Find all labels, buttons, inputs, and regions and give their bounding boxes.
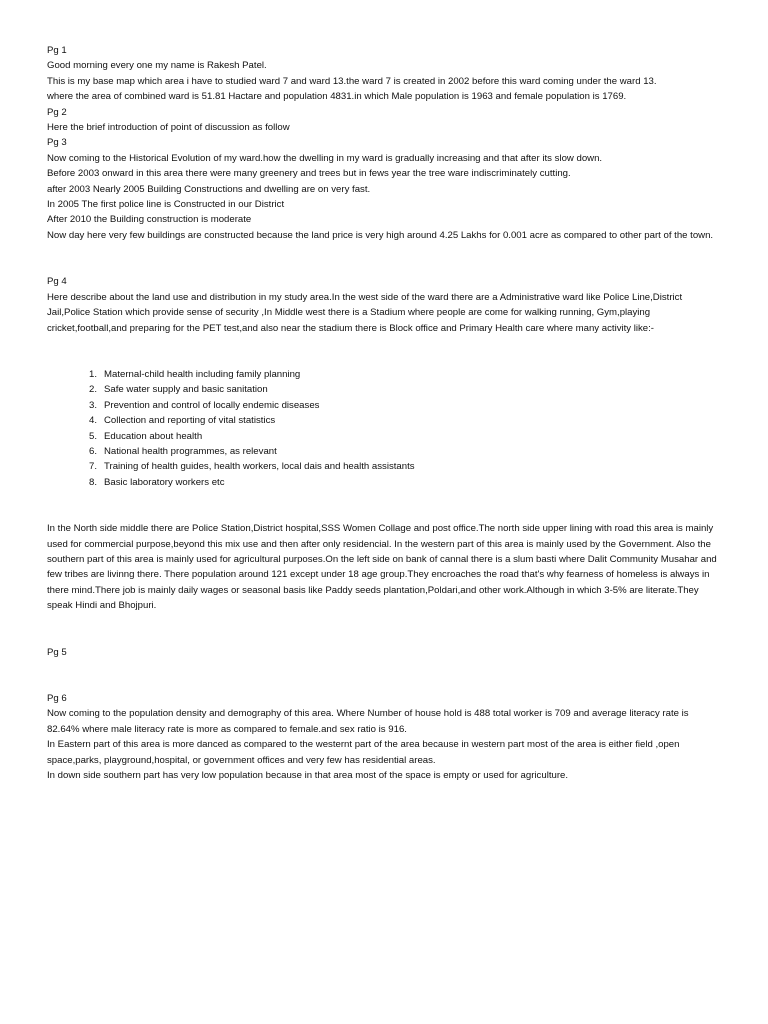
pg3-line: After 2010 the Building construction is moderate (47, 214, 252, 226)
pg4-intro: Here describe about the land use and distribution in my study area.In the west side of the ward there are a Administrative ward like Police Line,District Jail,Police Station which provide sense of security ,In Middle west there is a Stadium where people are come for walking running, Gym,playing cricket,football,and preparing for the PET test,and also near the stadium there is Block office and Primary Health care where many activity like:- (47, 291, 683, 334)
list-item: 2. Safe water supply and basic sanitation (88, 384, 268, 396)
list-item: 4. Collection and reporting of vital statistics (88, 415, 276, 427)
pg1-line: where the area of combined ward is 51.81 Hactare and population 4831.in which Male population is 1963 and female population is 1769. (47, 91, 627, 103)
heading-pg6: Pg 6 (47, 693, 67, 704)
pg6-line: In down side southern part has very low population because in that area most of the space is empty or used for agriculture. (47, 770, 569, 782)
pg4-outro: In the North side middle there are Police Station,District hospital,SSS Women Collage and post office.The north side upper lining with road this area is mainly used for commercial purpose,beyond this mix use and then after only residencial. In the western part of this area is mainly used by the Government. Also the southern part of this area is mainly used for agricultural purposes.On the left side on bank of cannal there is a slum basti where Dalit Community Musahar and few tribes are livinng there. There population around 121 except under 18 age group.They encroaches the road that's why fearness of homeless is always in there mind.There job is mainly daily wages or seasonal basis like Paddy seeds plantation,Poldari,and other work.Although in which 3-5% are literate.They speak Hindi and Bhojpuri. (47, 523, 717, 612)
pg6-line: Now coming to the population density and demography of this area. Where Number of house hold is 488 total worker is 709 and average literacy rate is 82.64% where male literacy rate is more as compared to female.and sex ratio is 916. (47, 708, 689, 735)
spacer (47, 243, 723, 274)
heading-pg3: Pg 3 (47, 137, 67, 149)
list-item: 8. Basic laboratory workers etc (88, 476, 225, 488)
heading-pg2: Pg 2 (47, 106, 67, 118)
heading-pg5: Pg 5 (47, 646, 67, 658)
section-pg6 (47, 691, 723, 783)
pg3-line: after 2003 Nearly 2005 Building Constructions and dwelling are on very fast. (47, 183, 371, 195)
spacer (47, 614, 723, 645)
pg3-line: Now day here very few buildings are constructed because the land price is very high around 4.25 Lakhs for 0.001 acre as compared to other part of the town. (47, 229, 714, 241)
pg1-line: This is my base map which area i have to studied ward 7 and ward 13.the ward 7 is created in 2002 before this ward coming under the ward 13. (47, 75, 657, 87)
list-item: 5. Education about health (88, 430, 203, 442)
list-item: 6. National health programmes, as relevant (88, 445, 277, 457)
pg3-line: In 2005 The first police line is Constructed in our District (47, 199, 285, 211)
pg3-line: Now coming to the Historical Evolution of my ward.how the dwelling in my ward is gradually increasing and that after its slow down. (47, 152, 603, 164)
section-pg3 (47, 135, 723, 243)
heading-pg4: Pg 4 (47, 276, 67, 288)
section-pg4 (47, 274, 723, 613)
spacer (47, 490, 723, 521)
section-pg5 (47, 645, 723, 660)
heading-pg1: Pg 1 (47, 45, 67, 56)
list-item: 1. Maternal-child health including family planning (88, 368, 301, 380)
pg1-line: Good morning every one my name is Rakesh Patel. (47, 60, 267, 72)
spacer (47, 660, 723, 691)
document-page (47, 43, 723, 783)
pg3-line: Before 2003 onward in this area there were many greenery and trees but in fews year the tree ware indiscriminately cutting. (47, 168, 571, 180)
pg6-line: In Eastern part of this area is more danced as compared to the westernt part of the area because in western part most of the area is either field ,open space,parks, playground,hospital, or government offices and very few has residential areas. (47, 739, 680, 766)
section-pg2 (47, 105, 723, 136)
section-pg1 (47, 43, 723, 105)
list-item: 7. Training of health guides, health workers, local dais and health assistants (88, 461, 415, 473)
spacer (47, 336, 723, 367)
health-activity-list (47, 367, 723, 490)
list-item: 3. Prevention and control of locally endemic diseases (88, 399, 320, 411)
pg2-line: Here the brief introduction of point of discussion as follow (47, 122, 290, 134)
